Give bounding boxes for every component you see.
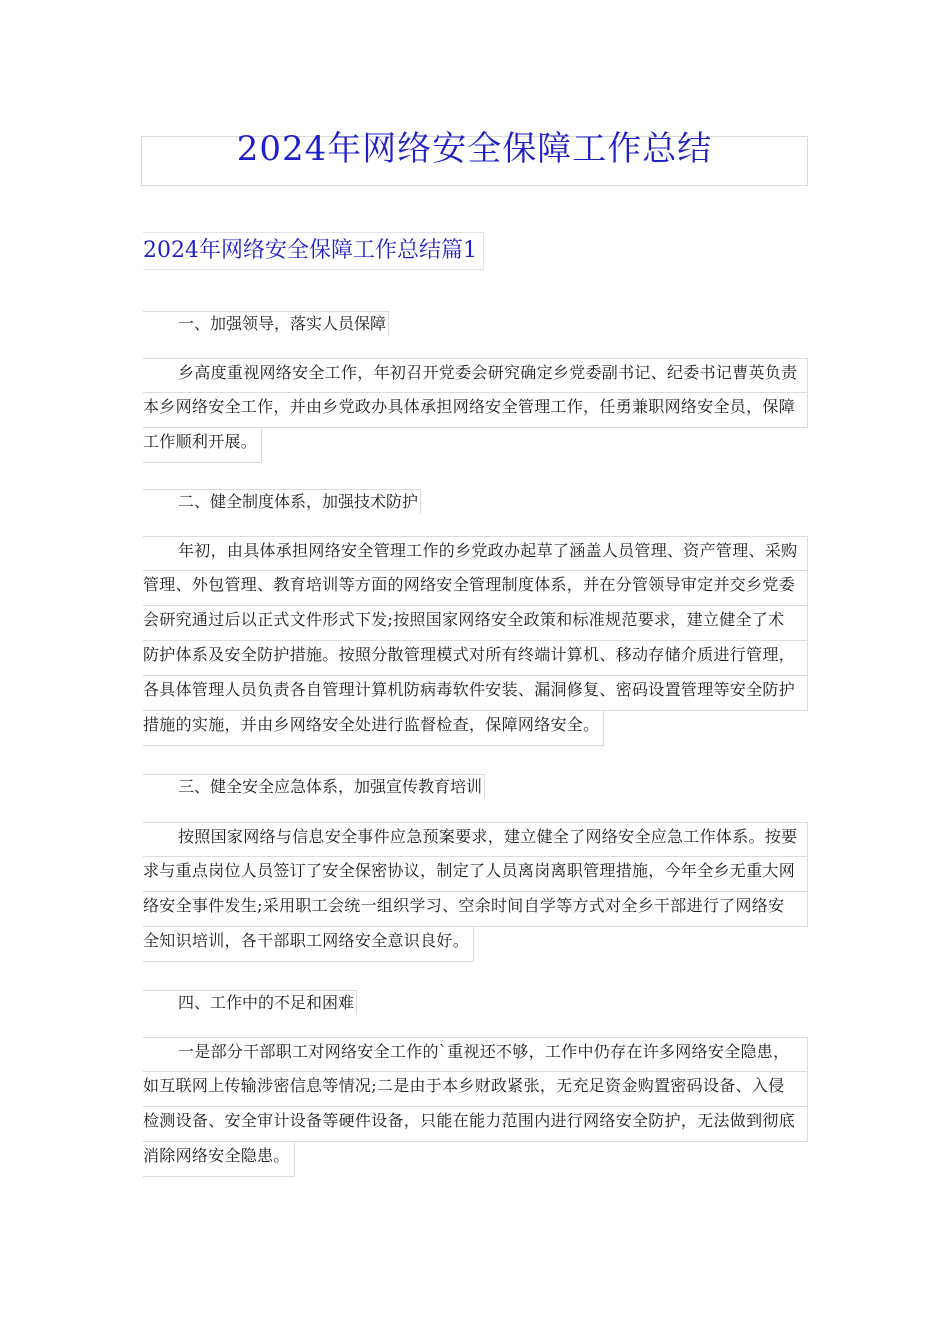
paragraph-line: 络安全事件发生;采用职工会统一组织学习、空余时间自学等方式对全乡干部进行了网络安 <box>143 892 808 927</box>
document-title: 2024年网络安全保障工作总结 <box>236 129 713 169</box>
paragraph-line: 年初，由具体承担网络安全管理工作的乡党政办起草了涵盖人员管理、资产管理、采购 <box>143 536 808 571</box>
section-heading: 三、健全安全应急体系，加强宣传教育培训 <box>143 774 485 799</box>
paragraph-line: 工作顺利开展。 <box>143 428 262 463</box>
paragraph-line: 如互联网上传输涉密信息等情况;二是由于本乡财政紧张，无充足资金购置密码设备、入侵 <box>143 1072 808 1107</box>
section-paragraph <box>143 358 808 467</box>
paragraph-line: 各具体管理人员负责各自管理计算机防病毒软件安装、漏洞修复、密码设置管理等安全防护 <box>143 676 808 711</box>
paragraph-line: 会研究通过后以正式文件形式下发;按照国家网络安全政策和标准规范要求，建立健全了术 <box>143 606 808 641</box>
paragraph-line: 消除网络安全隐患。 <box>143 1142 295 1177</box>
paragraph-line: 检测设备、安全审计设备等硬件设备，只能在能力范围内进行网络安全防护，无法做到彻底 <box>143 1107 808 1142</box>
paragraph-line: 措施的实施，并由乡网络安全处进行监督检查，保障网络安全。 <box>143 711 604 746</box>
paragraph-line: 一是部分干部职工对网络安全工作的`重视还不够，工作中仍存在许多网络安全隐患， <box>143 1037 808 1072</box>
paragraph-line: 求与重点岗位人员签订了安全保密协议，制定了人员离岗离职管理措施，今年全乡无重大网 <box>143 857 808 892</box>
paragraph-line: 管理、外包管理、教育培训等方面的网络安全管理制度体系，并在分管领导审定并交乡党委 <box>143 571 808 606</box>
paragraph-line: 按照国家网络与信息安全事件应急预案要求，建立健全了网络安全应急工作体系。按要 <box>143 822 808 857</box>
paragraph-line: 防护体系及安全防护措施。按照分散管理模式对所有终端计算机、移动存储介质进行管理， <box>143 641 808 676</box>
section-paragraph <box>143 822 808 966</box>
paragraph-line: 全知识培训，各干部职工网络安全意识良好。 <box>143 927 474 962</box>
section-heading: 二、健全制度体系，加强技术防护 <box>143 489 421 514</box>
section-heading: 一、加强领导，落实人员保障 <box>143 311 389 336</box>
section-paragraph <box>143 536 808 750</box>
section-heading: 四、工作中的不足和困难 <box>143 990 357 1015</box>
section-paragraph <box>143 1037 808 1181</box>
article-title: 2024年网络安全保障工作总结篇1 <box>143 232 484 270</box>
paragraph-line: 本乡网络安全工作，并由乡党政办具体承担网络安全管理工作，任勇兼职网络安全员，保障 <box>143 393 808 428</box>
paragraph-line: 乡高度重视网络安全工作，年初召开党委会研究确定乡党委副书记、纪委书记曹英负责 <box>143 358 808 393</box>
